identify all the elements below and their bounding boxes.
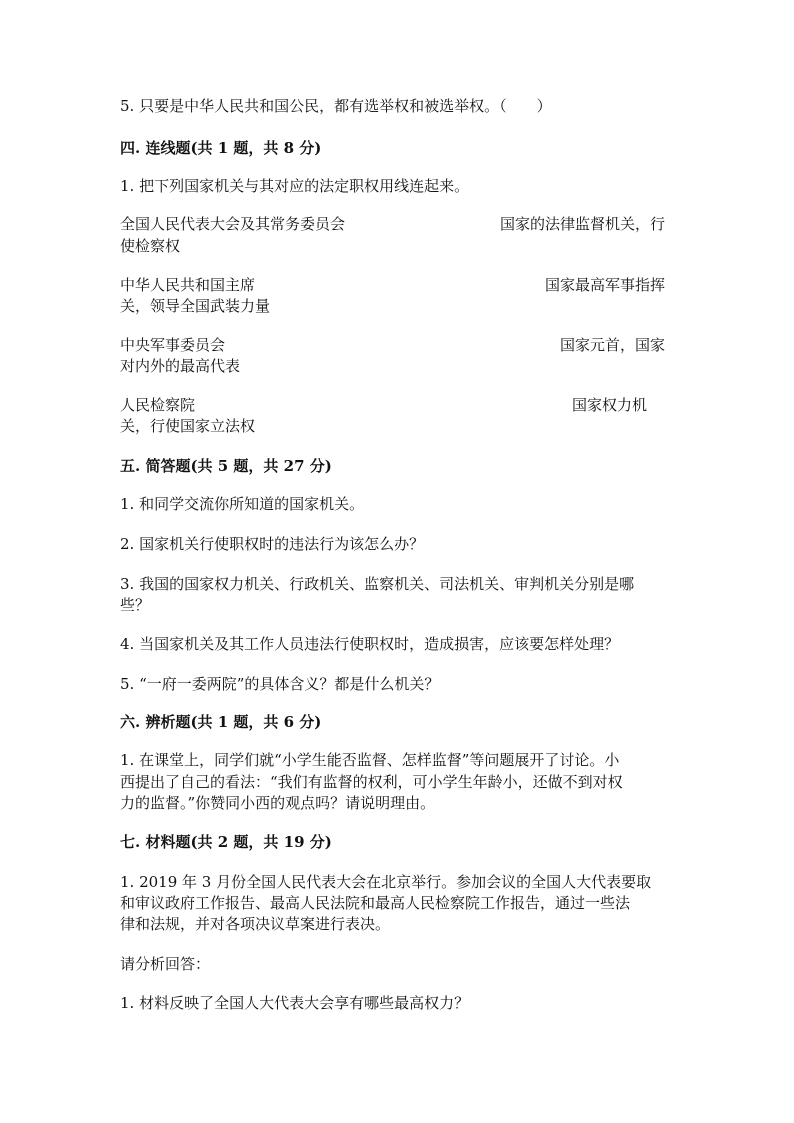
- matching-right-item: 国家元首，国家: [559, 336, 665, 354]
- section-analysis-title: 六. 辨析题(共 1 题，共 6 分): [120, 713, 322, 731]
- material-line-1: 1. 2019 年 3 月份全国人民代表大会在北京举行。参加会议的全国人大代表要取: [120, 873, 652, 891]
- matching-right-continuation: 使检察权: [120, 237, 181, 255]
- judge-question-5: 5. 只要是中华人民共和国公民，都有选举权和被选举权。（ ）: [120, 97, 552, 115]
- matching-right-continuation: 关，行使国家立法权: [120, 417, 256, 435]
- section-short-answer-title: 五. 简答题(共 5 题，共 27 分): [120, 457, 332, 475]
- matching-question-1: 1. 把下列国家机关与其对应的法定职权用线连起来。: [120, 177, 470, 195]
- short-question-3-line-2: 些？: [120, 596, 151, 614]
- matching-right-item: 国家权力机: [571, 396, 647, 414]
- analysis-question-line-2: 西提出了自己的看法：“我们有监督的权利，可小学生年龄小，还做不到对权: [120, 773, 623, 791]
- matching-right-continuation: 对内外的最高代表: [120, 357, 241, 375]
- section-matching-title: 四. 连线题(共 1 题，共 8 分): [120, 139, 322, 157]
- matching-left-item: 全国人民代表大会及其常务委员会: [120, 215, 346, 233]
- material-line-2: 和审议政府工作报告、最高人民法院和最高人民检察院工作报告，通过一些法: [120, 894, 631, 912]
- matching-right-continuation: 关，领导全国武装力量: [120, 297, 271, 315]
- short-question-5: 5. “一府一委两院”的具体含义？都是什么机关？: [120, 675, 440, 693]
- analysis-question-line-3: 力的监督。”你赞同小西的观点吗？请说明理由。: [120, 794, 436, 812]
- short-question-1: 1. 和同学交流你所知道的国家机关。: [120, 495, 365, 513]
- material-prompt: 请分析回答：: [120, 955, 211, 973]
- matching-right-item: 国家的法律监督机关，行: [499, 215, 665, 233]
- material-sub-question-1: 1. 材料反映了全国人大代表大会享有哪些最高权力？: [120, 994, 470, 1012]
- short-question-4: 4. 当国家机关及其工作人员违法行使职权时，造成损害，应该要怎样处理？: [120, 635, 620, 653]
- short-question-2: 2. 国家机关行使职权时的违法行为该怎么办？: [120, 535, 425, 553]
- analysis-question-line-1: 1. 在课堂上，同学们就“小学生能否监督、怎样监督”等问题展开了讨论。小: [120, 751, 620, 769]
- matching-left-item: 中华人民共和国主席: [120, 276, 256, 294]
- matching-right-item: 国家最高军事指挥: [544, 276, 665, 294]
- section-material-title: 七. 材料题(共 2 题，共 19 分): [120, 833, 332, 851]
- matching-left-item: 人民检察院: [120, 396, 196, 414]
- short-question-3-line-1: 3. 我国的国家权力机关、行政机关、监察机关、司法机关、审判机关分别是哪: [120, 575, 635, 593]
- material-line-3: 律和法规，并对各项决议草案进行表决。: [120, 915, 391, 933]
- matching-left-item: 中央军事委员会: [120, 336, 226, 354]
